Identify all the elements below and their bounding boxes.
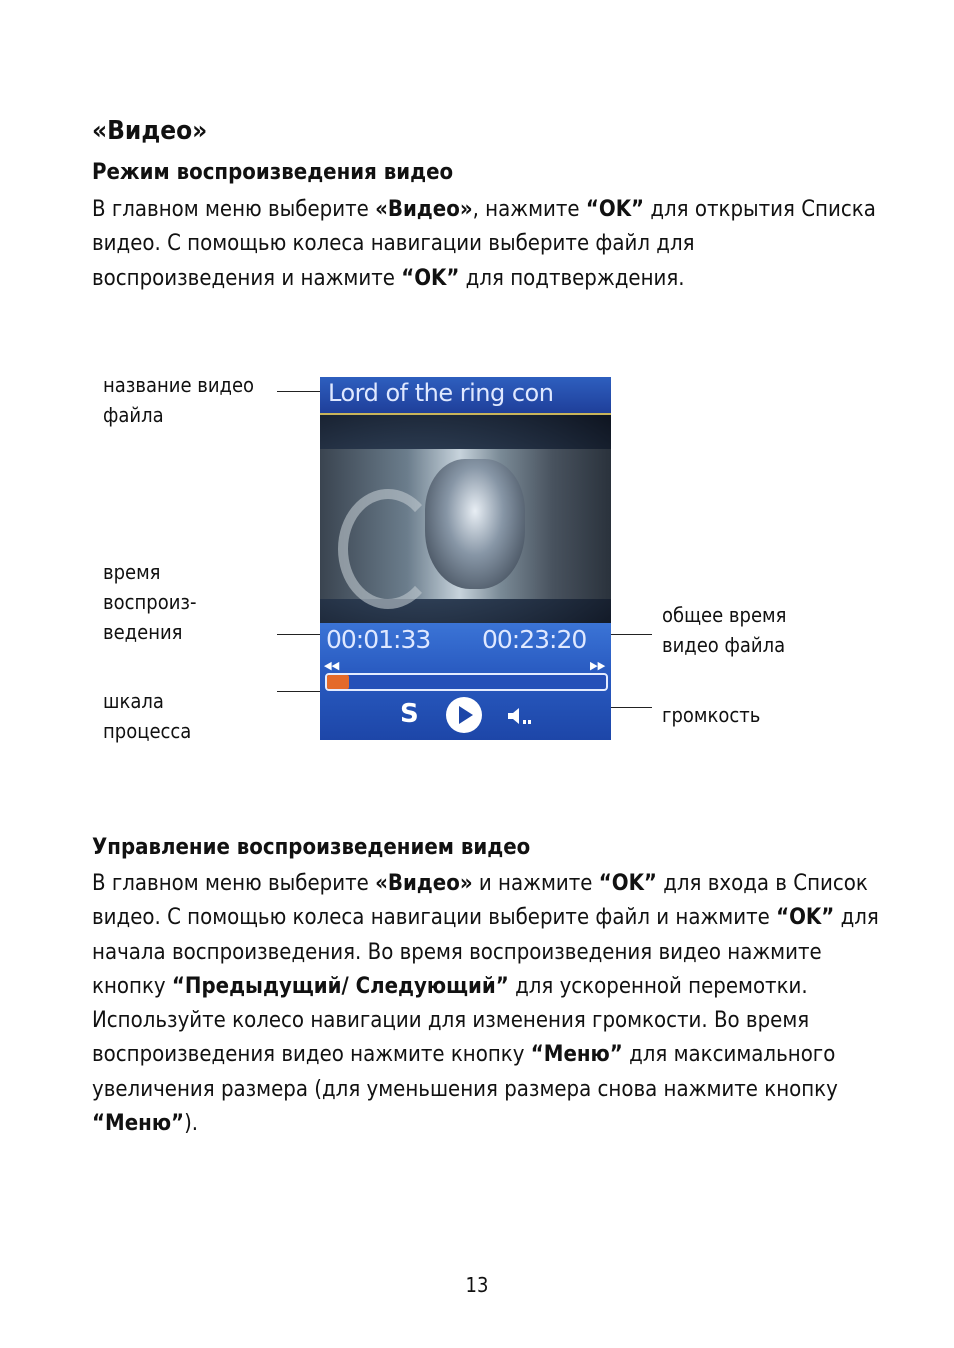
progress-bar[interactable] xyxy=(325,673,608,691)
player-screen xyxy=(320,377,611,740)
callout-total-time: общее время видео файла xyxy=(662,603,787,657)
leader-line-total-time xyxy=(606,634,652,635)
total-time: 00:23:20 xyxy=(482,625,587,654)
play-icon[interactable] xyxy=(446,697,482,733)
fast-forward-icon[interactable]: ▶▶ xyxy=(590,659,606,672)
video-frame xyxy=(320,449,611,599)
video-area xyxy=(320,415,611,623)
leader-line-file-name xyxy=(277,391,321,392)
rewind-icon[interactable]: ◀◀ xyxy=(324,659,340,672)
video-file-name: Lord of the ring con xyxy=(328,379,554,407)
control-heading: Управление воспроизведением видео xyxy=(92,835,531,860)
title-bar xyxy=(320,377,611,415)
playback-heading: Режим воспроизведения видео xyxy=(92,160,454,185)
video-ring-shape xyxy=(338,489,438,609)
playback-paragraph: В главном меню выберите «Видео», нажмите “OK” для открытия Списка видео. С помощью колеса навигации выберите файл для воспроизведения и нажмите “OK” для подтверждения. xyxy=(92,197,876,291)
s-icon[interactable]: S xyxy=(400,699,419,729)
elapsed-time: 00:01:33 xyxy=(326,625,431,654)
callout-progress: шкала процесса xyxy=(103,689,192,743)
controls-panel xyxy=(320,623,611,740)
section-title: «Видео» xyxy=(92,116,208,146)
callout-volume: громкость xyxy=(662,703,761,727)
callout-file-name: название видео файла xyxy=(103,373,255,427)
progress-fill xyxy=(327,675,349,689)
volume-icon[interactable] xyxy=(508,707,536,725)
callout-play-time: время воспроиз- ведения xyxy=(103,560,197,644)
page-number: 13 xyxy=(465,1273,489,1297)
video-character xyxy=(425,459,525,589)
control-paragraph: В главном меню выберите «Видео» и нажмите “OK” для входа в Список видео. С помощью колеса навигации выберите файл и нажмите “OK” для начала воспроизведения. Во время воспроизведения видео нажмите кнопку “Предыдущий/ Следующий” для ускоренной перемотки. Используйте колесо навигации для изменения громкости. Во время воспроизведения видео нажмите кнопку “Меню” для максимального увеличения размера (для уменьшения размера снова нажмите кнопку “Меню”). xyxy=(92,871,879,1137)
